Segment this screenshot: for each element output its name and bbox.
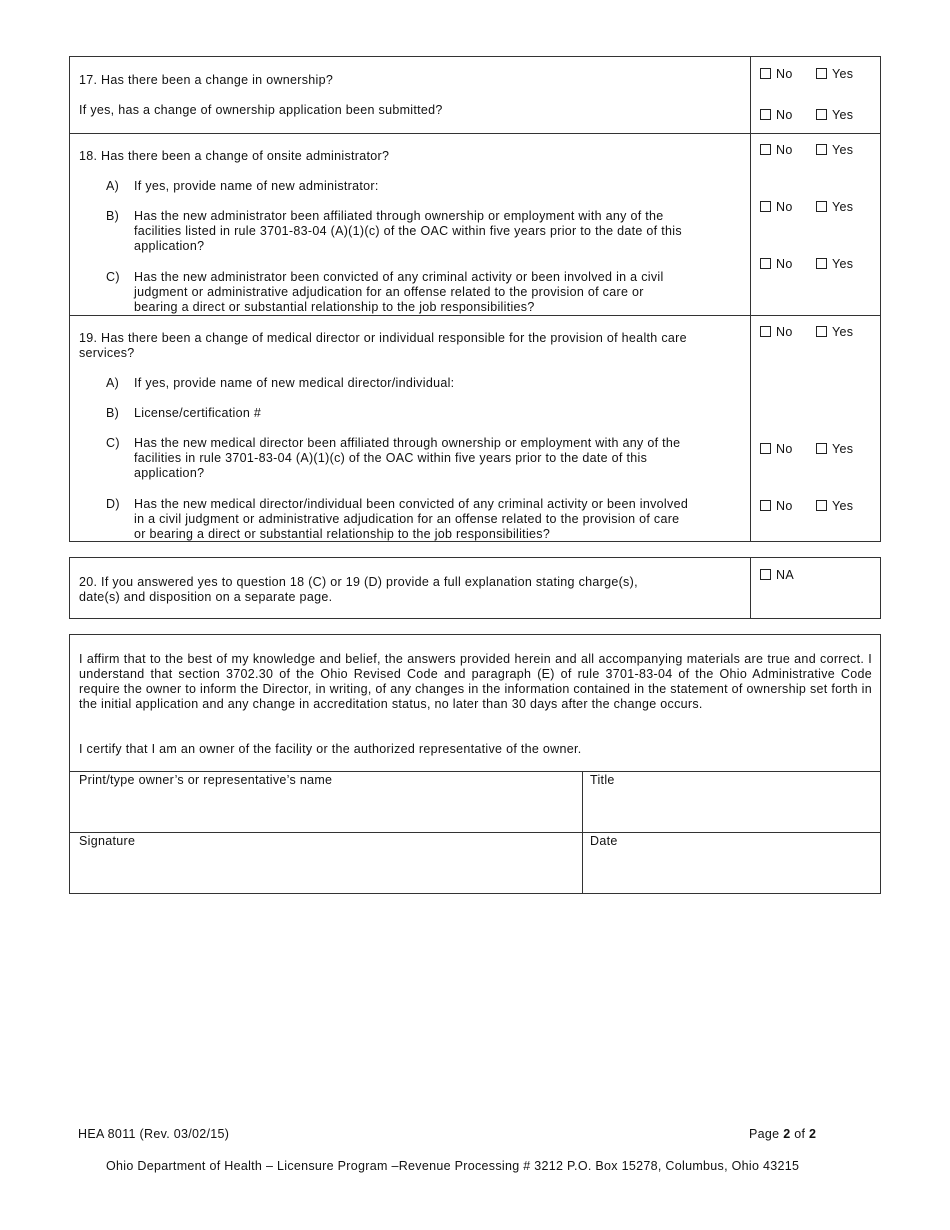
q19d-yes-checkbox[interactable]: Yes	[816, 499, 853, 514]
q18c-no-checkbox[interactable]: No	[760, 257, 793, 272]
q18c-letter: C)	[106, 270, 120, 284]
q20-line-2: date(s) and disposition on a separate page.	[79, 590, 333, 604]
q17-sub-no-checkbox[interactable]: No	[760, 108, 793, 123]
q20-line-1: 20. If you answered yes to question 18 (C) or 19 (D) provide a full explanation stating charge(s),	[79, 575, 638, 589]
q19c-line-2: facilities in rule 3701-83-04 (A)(1)(c) of the OAC within five years prior to the date of this	[134, 451, 648, 465]
q18b-line-3: application?	[134, 239, 205, 253]
q17-sub-text: If yes, has a change of ownership application been submitted?	[79, 103, 443, 117]
q19d-line-1: Has the new medical director/individual been convicted of any criminal activity or been involved	[134, 497, 689, 511]
checkbox-square-icon	[760, 258, 771, 269]
q19a-text: If yes, provide name of new medical director/individual:	[134, 376, 455, 390]
checkbox-square-icon	[760, 109, 771, 120]
q19-line-1: 19. Has there been a change of medical director or individual responsible for the provision of health care	[79, 331, 687, 345]
q18b-no-checkbox[interactable]: No	[760, 200, 793, 215]
q19c-line-3: application?	[134, 466, 205, 480]
q18-text: 18. Has there been a change of onsite administrator?	[79, 149, 390, 163]
questions-17-19-box	[69, 56, 881, 542]
name-field[interactable]	[70, 772, 581, 832]
q19d-letter: D)	[106, 497, 120, 511]
checkbox-square-icon	[816, 258, 827, 269]
divider-17-18	[70, 133, 880, 134]
q18a-letter: A)	[106, 179, 120, 193]
name-field-label: Print/type owner’s or representative’s name	[79, 773, 333, 787]
divider-18-19	[70, 315, 880, 316]
checkbox-square-icon	[760, 443, 771, 454]
checkbox-column-divider	[750, 558, 751, 618]
q18-yes-checkbox[interactable]: Yes	[816, 143, 853, 158]
checkbox-square-icon	[760, 326, 771, 337]
form-id: HEA 8011 (Rev. 03/02/15)	[78, 1127, 230, 1141]
q20-na-checkbox[interactable]: NA	[760, 568, 794, 583]
q19d-line-3: or bearing a direct or substantial relationship to the job responsibilities?	[134, 527, 551, 541]
checkbox-square-icon	[760, 144, 771, 155]
checkbox-square-icon	[816, 144, 827, 155]
date-field[interactable]	[583, 833, 880, 893]
checkbox-column-divider	[750, 57, 751, 541]
q18c-line-3: bearing a direct or substantial relationship to the job responsibilities?	[134, 300, 535, 314]
q19-yes-checkbox[interactable]: Yes	[816, 325, 853, 340]
certify-text: I certify that I am an owner of the facility or the authorized representative of the owner.	[79, 742, 582, 756]
q19c-letter: C)	[106, 436, 120, 450]
q18c-yes-checkbox[interactable]: Yes	[816, 257, 853, 272]
q19c-yes-checkbox[interactable]: Yes	[816, 442, 853, 457]
q19c-line-1: Has the new medical director been affiliated through ownership or employment with any of the	[134, 436, 681, 450]
affirmation-text: I affirm that to the best of my knowledge and belief, the answers provided herein and all accompanying materials are true and correct. I understand that section 3702.30 of the Ohio Revised Code and paragraph (E) of rule 3701-83-04 of the Ohio Administrative Code require the owner to inform the Director, in writing, of any changes in the information contained in the statement of ownership set forth in the initial application and any change in accreditation status, no later than 30 days after the change occurs.	[79, 652, 872, 711]
q19d-no-checkbox[interactable]: No	[760, 499, 793, 514]
q18b-letter: B)	[106, 209, 120, 223]
q17-sub-yes-checkbox[interactable]: Yes	[816, 108, 853, 123]
checkbox-square-icon	[816, 201, 827, 212]
date-field-label: Date	[590, 834, 618, 848]
q18c-line-2: judgment or administrative adjudication for an offense related to the provision of care or	[134, 285, 644, 299]
page-indicator	[749, 1127, 816, 1141]
checkbox-square-icon	[816, 500, 827, 511]
question-20-box	[69, 557, 881, 619]
q18b-yes-checkbox[interactable]: Yes	[816, 200, 853, 215]
q17-text: 17. Has there been a change in ownership?	[79, 73, 334, 87]
page-total: 2	[809, 1127, 817, 1141]
q18b-line-2: facilities listed in rule 3701-83-04 (A)(1)(c) of the OAC within five years prior to the date of this	[134, 224, 682, 238]
title-field-label: Title	[590, 773, 615, 787]
q17-yes-checkbox[interactable]: Yes	[816, 67, 853, 82]
q18a-text: If yes, provide name of new administrator:	[134, 179, 379, 193]
q19b-letter: B)	[106, 406, 120, 420]
q17-no-checkbox[interactable]: No	[760, 67, 793, 82]
signature-field[interactable]	[70, 833, 581, 893]
checkbox-square-icon	[816, 68, 827, 79]
checkbox-square-icon	[760, 201, 771, 212]
of-word: of	[794, 1127, 806, 1141]
checkbox-square-icon	[816, 109, 827, 120]
q19d-line-2: in a civil judgment or administrative adjudication for an offense related to the provision of care	[134, 512, 680, 526]
q19b-text: License/certification #	[134, 406, 262, 420]
q19a-letter: A)	[106, 376, 120, 390]
page-word: Page	[749, 1127, 780, 1141]
q19-line-2: services?	[79, 346, 135, 360]
checkbox-square-icon	[760, 569, 771, 580]
page-number: 2	[783, 1127, 791, 1141]
title-field[interactable]	[583, 772, 880, 832]
q18-no-checkbox[interactable]: No	[760, 143, 793, 158]
checkbox-square-icon	[816, 326, 827, 337]
signature-field-label: Signature	[79, 834, 136, 848]
footer-address: Ohio Department of Health – Licensure Program –Revenue Processing # 3212 P.O. Box 15278, Columbus, Ohio 43215	[106, 1159, 800, 1173]
affirmation-box	[69, 634, 881, 894]
checkbox-square-icon	[816, 443, 827, 454]
checkbox-square-icon	[760, 500, 771, 511]
q18c-line-1: Has the new administrator been convicted of any criminal activity or been involved in a civil	[134, 270, 664, 284]
q19c-no-checkbox[interactable]: No	[760, 442, 793, 457]
checkbox-square-icon	[760, 68, 771, 79]
q18b-line-1: Has the new administrator been affiliated through ownership or employment with any of the	[134, 209, 664, 223]
q19-no-checkbox[interactable]: No	[760, 325, 793, 340]
